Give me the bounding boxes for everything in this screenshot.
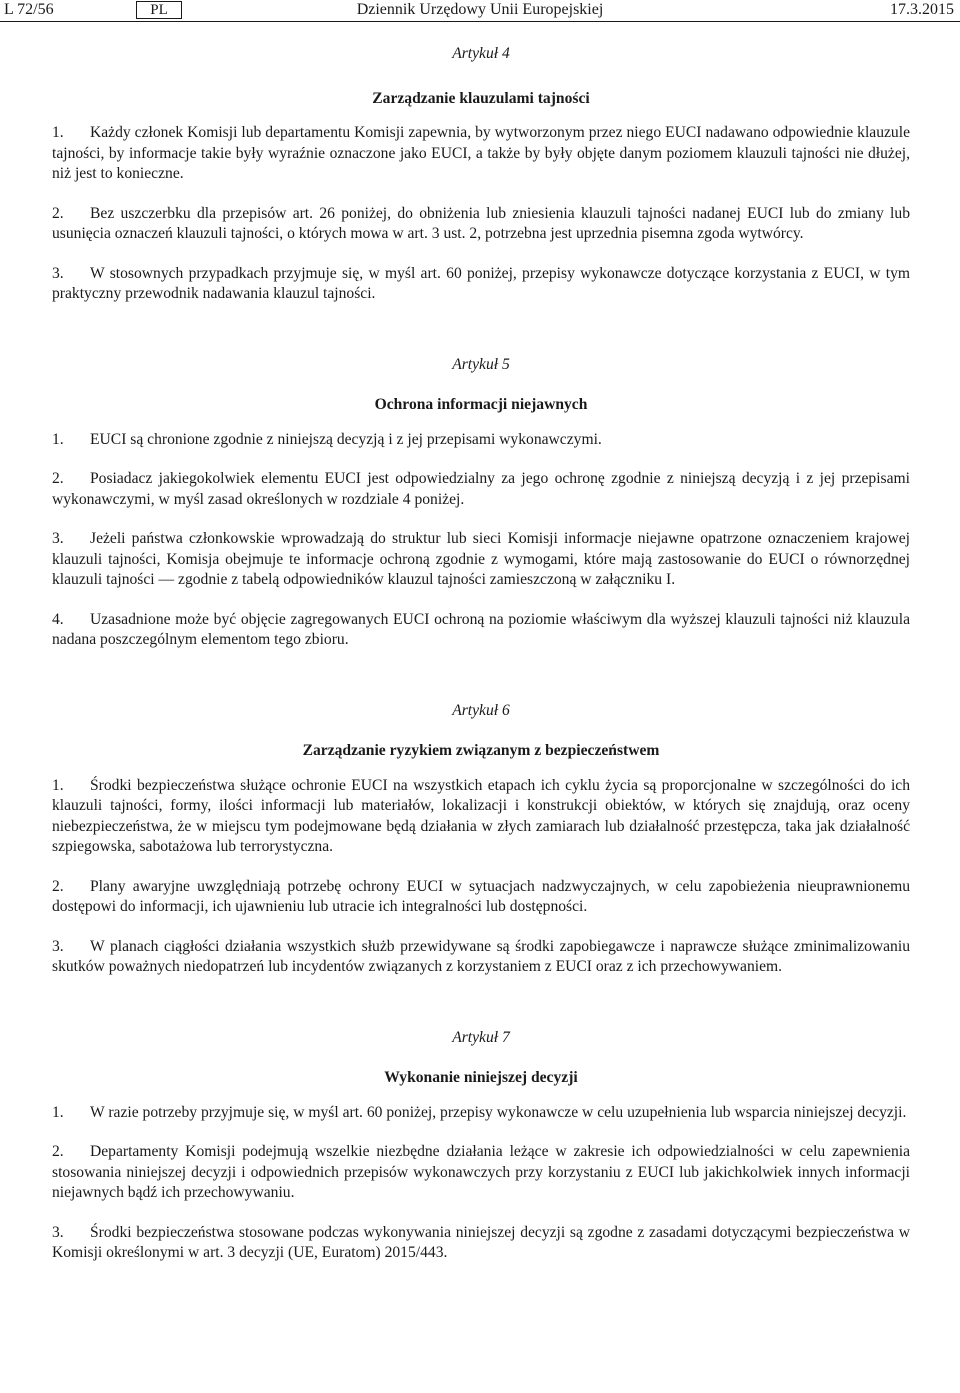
paragraph: 2. Bez uszczerbku dla przepisów art. 26 poniżej, do obniżenia lub zniesienia klauzuli tajności nadanej EUCI lub do zmiany lub usunięcia oznaczeń klauzuli tajności, o których mowa w art. 3 ust. 2, potrzebna jest uprzednia pisemna zgoda wytwórcy. [52,204,910,242]
document-body [52,44,910,1264]
paragraph: 2. Departamenty Komisji podejmują wszelkie niezbędne działania leżące w zakresie ich odpowiedzialności w celu zapewnienia stosowania niniejszej decyzji i odpowiednich przepisów wykonawczych przy korzystaniu z EUCI lub jakichkolwiek innych informacji niejawnych bądź ich przechowywaniu. [52,1143,910,1201]
paragraph: 2. Plany awaryjne uwzględniają potrzebę ochrony EUCI w sytuacjach nadzwyczajnych, w celu zapobieżenia nieuprawnionemu dostępowi do informacji, ich ujawnieniu lub utracie ich integralności lub dostępności. [52,877,910,915]
paragraph: 1. Środki bezpieczeństwa służące ochronie EUCI na wszystkich etapach ich cyklu życia są proporcjonalne w szczególności do ich klauzuli tajności, formy, ilości informacji lub materiałów, lokalizacji i konstrukcji obiektów, w których się znajdują, oraz oceny niebezpieczeństwa, że w miejscu tym podejmowane będą działania w złych zamiarach lub działalność przestępcza, taka jak działalność szpiegowska, sabotażowa lub terrorystyczna. [52,776,910,855]
paragraph: 1. EUCI są chronione zgodnie z niniejszą decyzją i z jej przepisami wykonawczymi. [52,430,602,448]
paragraph: 1. Każdy członek Komisji lub departamentu Komisji zapewnia, by wytworzonym przez niego EUCI nadawano odpowiednie klauzule tajności, by informacje takie były wyraźnie oznaczone jako EUCI, a także by były objęte danym poziomem klauzuli tajności nie dłużej, niż jest to konieczne. [52,124,910,182]
article-5 [52,355,910,651]
paragraph: 3. W stosownych przypadkach przyjmuje się, w myśl art. 60 poniżej, przepisy wykonawcze dotyczące korzystania z EUCI, w tym praktyczny przewodnik nadawania klauzul tajności. [52,264,910,302]
paragraph: 1. W razie potrzeby przyjmuje się, w myśl art. 60 poniżej, przepisy wykonawcze w celu uzupełnienia lub wsparcia niniejszej decyzji. [52,1103,907,1121]
article-number: Artykuł 7 [452,1028,510,1046]
paragraph: 3. Jeżeli państwa członkowskie wprowadzają do struktur lub sieci Komisji informacje niejawne opatrzone oznaczeniem krajowej klauzuli tajności, Komisja obejmuje te informacje ochroną zgodnie z wymogami, które mają zastosowanie do EUCI o równorzędnej klauzuli tajności — zgodnie z tabelą odpowiedników klauzul tajności zamieszczoną w załączniku I. [52,530,910,588]
article-title: Ochrona informacji niejawnych [374,396,588,413]
paragraph: 3. W planach ciągłości działania wszystkich służb przewidywane są środki zapobiegawcze i naprawcze służące zminimalizowaniu skutków poważnych niedopatrzeń lub incydentów związanych z korzystaniem z EUCI oraz z ich przechowywaniem. [52,937,910,975]
article-7 [52,1028,910,1264]
article-title: Zarządzanie ryzykiem związanym z bezpieczeństwem [302,742,660,759]
article-number: Artykuł 6 [452,701,510,719]
paragraph: 3. Środki bezpieczeństwa stosowane podczas wykonywania niniejszej decyzji są zgodne z zasadami dotyczącymi bezpieczeństwa w Komisji określonymi w art. 3 decyzji (UE, Euratom) 2015/443. [52,1223,910,1261]
page-number: L 72/56 [4,1,54,18]
article-title: Zarządzanie klauzulami tajności [372,89,590,107]
page-header [0,0,960,22]
publication-date: 17.3.2015 [890,1,954,18]
article-number: Artykuł 5 [452,355,510,373]
article-number: Artykuł 4 [452,45,510,62]
journal-title: Dziennik Urzędowy Unii Europejskiej [356,1,604,18]
paragraph: 2. Posiadacz jakiegokolwiek elementu EUCI jest odpowiedzialny za jego ochronę zgodnie z niniejszą decyzją i z jej przepisami wykonawczymi, w myśl zasad określonych w rozdziale 4 poniżej. [52,470,910,508]
article-6 [52,701,910,978]
header-rule [0,21,960,22]
article-title: Wykonanie niniejszej decyzji [384,1069,578,1086]
article-4 [52,44,910,305]
language-box: PL [136,1,182,19]
paragraph: 4. Uzasadnione może być objęcie zagregowanych EUCI ochroną na poziomie właściwym dla wyższej klauzuli tajności niż klauzula nadana poszczególnym elementom tego zbioru. [52,610,910,648]
